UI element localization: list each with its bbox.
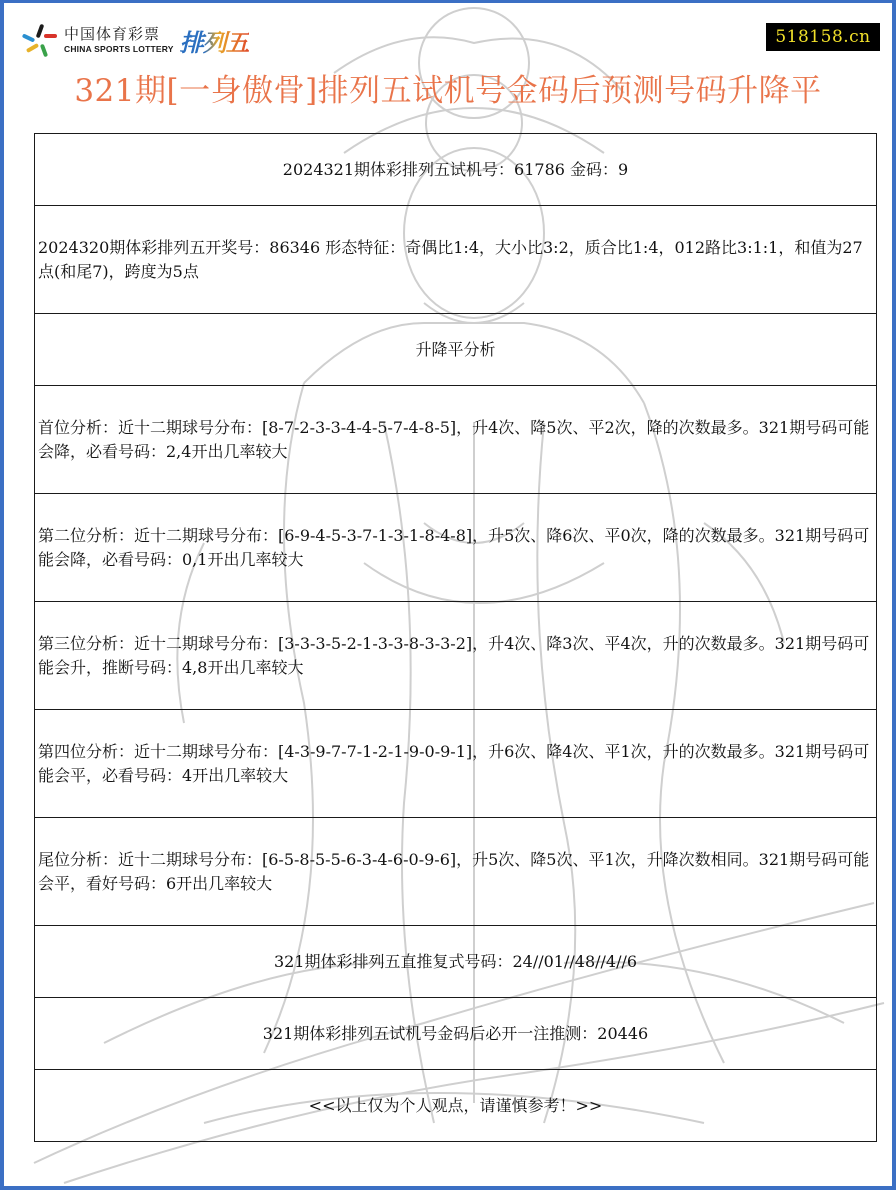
- analysis-heading-row: [35, 314, 876, 386]
- header-logo: [22, 21, 249, 59]
- page-title: 321期[一身傲骨]排列五试机号金码后预测号码升降平: [74, 73, 822, 109]
- logo-game-name: 排列五: [180, 23, 249, 58]
- analysis-heading: 升降平分析: [415, 339, 496, 359]
- disclaimer-row: [35, 1070, 876, 1142]
- prediction-table: [34, 133, 877, 1142]
- site-domain-badge: 518158.cn: [766, 23, 880, 51]
- previous-draw-row: [35, 206, 876, 314]
- first-position-analysis-text: 首位分析：近十二期球号分布：[8-7-2-3-3-4-4-5-7-4-8-5]，升4次、降5次、平2次，降的次数最多。321期号码可能会降，必看号码：2,4开出几率较大: [38, 418, 870, 461]
- fourth-position-analysis-row: [35, 710, 876, 818]
- second-position-analysis-row: [35, 494, 876, 602]
- last-position-analysis-text: 尾位分析：近十二期球号分布：[6-5-8-5-5-6-3-4-6-0-9-6]，升5次、降5次、平1次，升降次数相同。321期号码可能会平，看好号码：6开出几率较大: [38, 850, 870, 893]
- third-position-analysis-row: [35, 602, 876, 710]
- first-position-analysis-row: [35, 386, 876, 494]
- logo-name-cn: 中国体育彩票: [64, 24, 161, 43]
- previous-draw-text: 2024320期体彩排列五开奖号：86346 形态特征：奇偶比1:4，大小比3:2，质合比1:4，012路比3:1:1，和值为27点(和尾7)，跨度为5点: [38, 238, 863, 281]
- last-position-analysis-row: [35, 818, 876, 926]
- disclaimer-text: <<以上仅为个人观点，请谨慎参考！>>: [308, 1095, 603, 1115]
- logo-name-en: CHINA SPORTS LOTTERY: [64, 43, 174, 54]
- trial-number-text: 2024321期体彩排列五试机号：61786 金码：9: [282, 159, 629, 179]
- single-prediction-row: [35, 998, 876, 1070]
- fourth-position-analysis-text: 第四位分析：近十二期球号分布：[4-3-9-7-7-1-2-1-9-0-9-1]，升6次、降4次、平1次，升的次数最多。321期号码可能会平，必看号码：4开出几率较大: [38, 742, 870, 785]
- single-prediction-text: 321期体彩排列五试机号金码后必开一注推测：20446: [262, 1023, 649, 1043]
- china-sports-lottery-logo-icon: [22, 22, 58, 58]
- compound-numbers-text: 321期体彩排列五直推复式号码：24//01//48//4//6: [273, 951, 638, 971]
- third-position-analysis-text: 第三位分析：近十二期球号分布：[3-3-3-5-2-1-3-3-8-3-3-2]，升4次、降3次、平4次，升的次数最多。321期号码可能会升，推断号码：4,8开出几率较大: [38, 634, 870, 677]
- trial-number-row: [35, 134, 876, 206]
- compound-numbers-row: [35, 926, 876, 998]
- second-position-analysis-text: 第二位分析：近十二期球号分布：[6-9-4-5-3-7-1-3-1-8-4-8]，升5次、降6次、平0次，降的次数最多。321期号码可能会降，必看号码：0,1开出几率较大: [38, 526, 870, 569]
